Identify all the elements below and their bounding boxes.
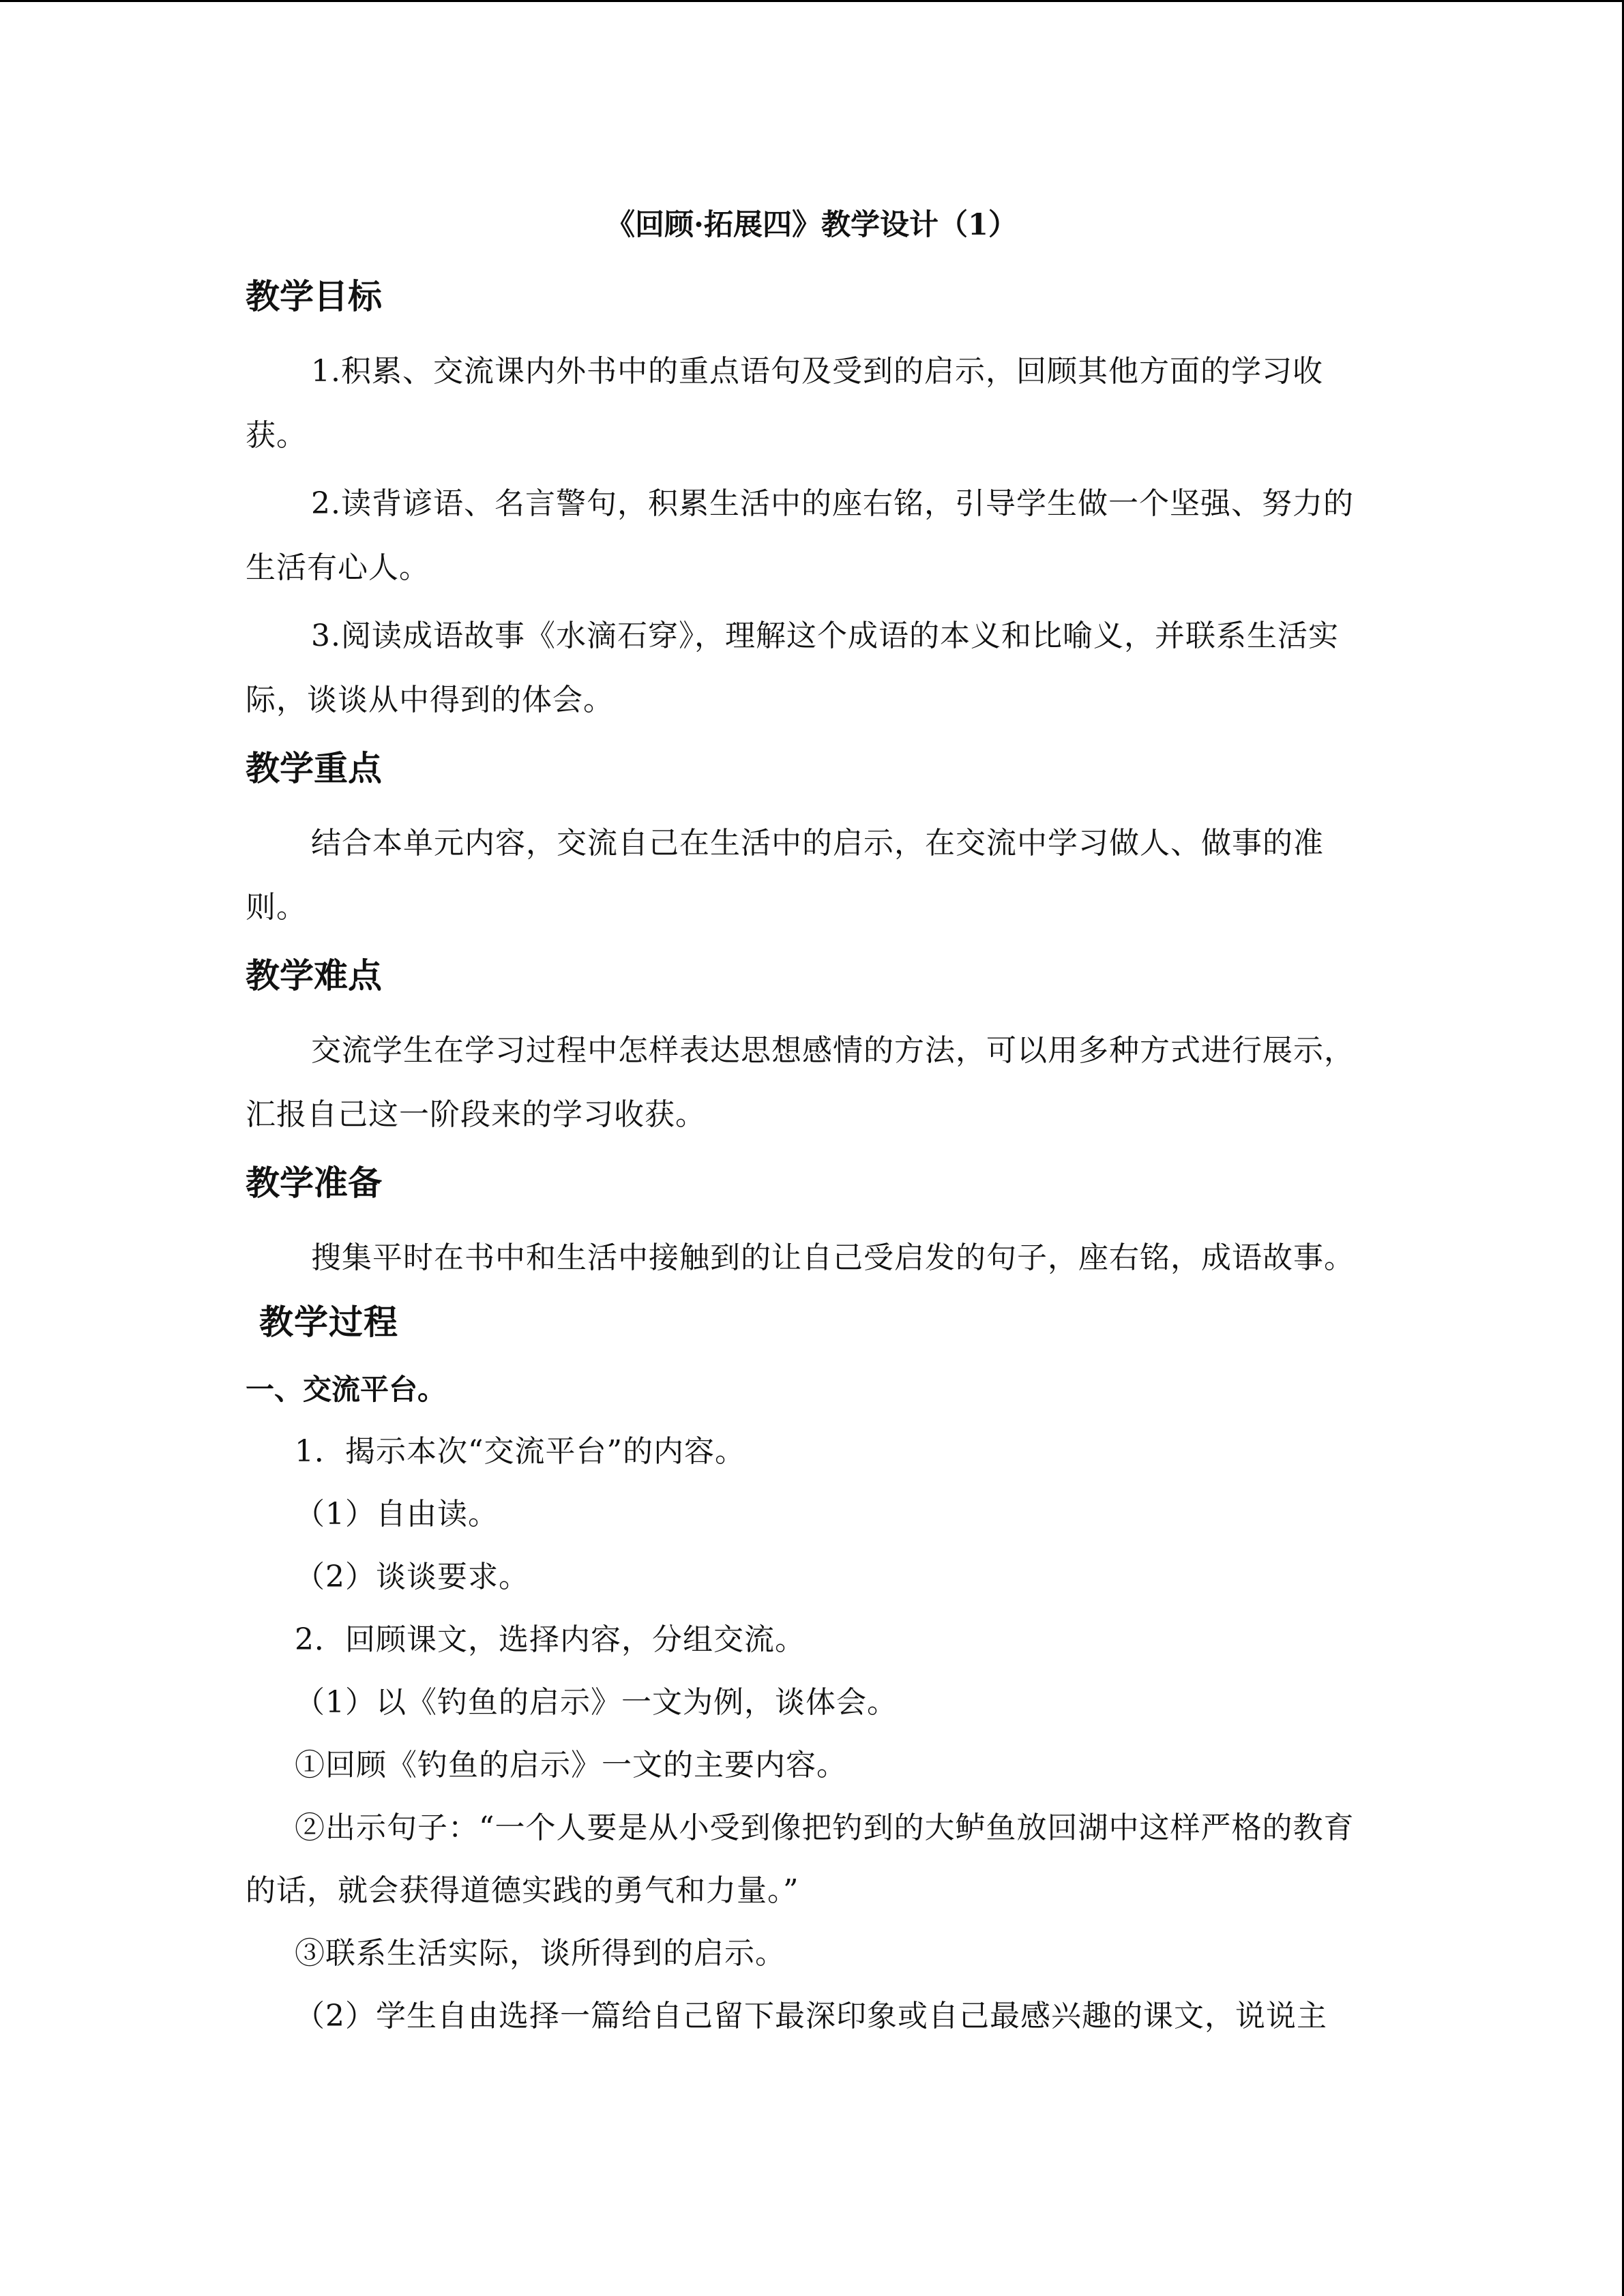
key-text: 结合本单元内容，交流自己在生活中的启示，在交流中学习做人、做事的准则。 [246, 826, 1324, 925]
process-step: ①回顾《钓鱼的启示》一文的主要内容。 [295, 1748, 847, 1783]
process-step: （1）自由读。 [295, 1497, 499, 1532]
section-heading-key: 教学重点 [246, 749, 382, 788]
document-title: 《回顾·拓展四》教学设计（1） [606, 208, 1018, 242]
section-heading-goals: 教学目标 [246, 277, 382, 316]
section-heading-difficult: 教学难点 [246, 956, 382, 996]
document-page [246, 205, 1378, 2048]
section-heading-process: 教学过程 [259, 1302, 398, 1342]
goal-item: 1.积累、交流课内外书中的重点语句及受到的启示，回顾其他方面的学习收获。 [246, 354, 1323, 453]
process-step: ②出示句子：“一个人要是从小受到像把钓到的大鲈鱼放回湖中这样严格的教育的话，就会获得道德实践的勇气和力量。” [246, 1810, 1355, 1908]
goal-item: 2.读背谚语、名言警句，积累生活中的座右铭，引导学生做一个坚强、努力的生活有心人。 [246, 486, 1354, 585]
process-step: （2）学生自由选择一篇给自己留下最深印象或自己最感兴趣的课文，说说主 [295, 1999, 1327, 2033]
prep-text-body: 搜集平时在书中和生活中接触到的让自己受启发的句子，座右铭，成语故事。 [311, 1240, 1355, 1275]
goal-item: 3.阅读成语故事《水滴石穿》，理解这个成语的本义和比喻义，并联系生活实际，谈谈从中得到的体会。 [246, 618, 1339, 717]
page-border-top [0, 0, 1624, 2]
process-step: （1）以《钓鱼的启示》一文为例，谈体会。 [295, 1685, 898, 1720]
section-heading-prep: 教学准备 [246, 1163, 382, 1203]
process-step: ③联系生活实际，谈所得到的启示。 [295, 1936, 786, 1971]
process-step: （2）谈谈要求。 [295, 1560, 529, 1594]
process-step: 1．揭示本次“交流平台”的内容。 [295, 1434, 745, 1469]
prep-text [246, 1226, 1378, 1356]
difficult-text: 交流学生在学习过程中怎样表达思想感情的方法，可以用多种方式进行展示，汇报自己这一阶段来的学习收获。 [246, 1033, 1355, 1132]
process-step: 2．回顾课文，选择内容，分组交流。 [295, 1622, 806, 1657]
platform-heading: 一、交流平台。 [246, 1373, 447, 1406]
